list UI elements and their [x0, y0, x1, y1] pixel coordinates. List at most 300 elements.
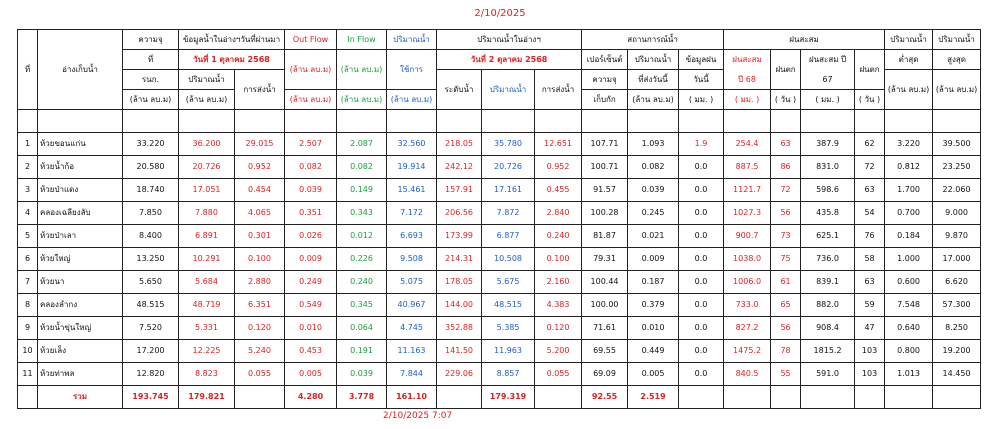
header-min-unit: (ล้าน ลบ.ม)	[885, 70, 933, 110]
cell-usable: 6.693	[387, 225, 437, 248]
cell-no: 1	[18, 133, 38, 156]
total-outflow: 4.280	[285, 386, 337, 409]
cell-sent: 0.021	[628, 225, 679, 248]
header-capacity-unit: (ล้าน ลบ.ม)	[123, 90, 179, 110]
cell-max: 6.620	[933, 271, 981, 294]
cell-vol2: 8.857	[482, 363, 535, 386]
header-pct-2: ความจุ	[582, 70, 628, 90]
cell-cap: 8.400	[123, 225, 179, 248]
report-date: 2/10/2025	[474, 8, 526, 19]
header-raindata: ข้อมูลฝน	[679, 50, 724, 70]
cell-level: 178.05	[437, 271, 482, 294]
header-inflow-unit: (ล้าน ลบ.ม)	[337, 50, 387, 90]
cell-min: 1.000	[885, 248, 933, 271]
spacer-cell	[337, 110, 387, 133]
cell-vol1: 20.726	[179, 156, 235, 179]
cell-name: ห้วยนา	[38, 271, 123, 294]
header-sent-2: ที่ส่งวันนี้	[628, 70, 679, 90]
cell-acc68: 827.2	[724, 317, 771, 340]
cell-pct: 91.57	[582, 179, 628, 202]
cell-acc67: 736.0	[801, 248, 855, 271]
cell-usable: 32.560	[387, 133, 437, 156]
header-inflow: In Flow	[337, 30, 387, 50]
cell-name: ห้วยน้ำขุ่นใหญ่	[38, 317, 123, 340]
cell-acc68: 1475.2	[724, 340, 771, 363]
cell-acc68: 1038.0	[724, 248, 771, 271]
cell-usable: 9.508	[387, 248, 437, 271]
cell-rel1: 0.100	[235, 248, 285, 271]
cell-cap: 7.850	[123, 202, 179, 225]
table-body	[18, 133, 981, 386]
cell-inf: 0.149	[337, 179, 387, 202]
cell-no: 9	[18, 317, 38, 340]
cell-rel2: 12.651	[535, 133, 582, 156]
cell-inf: 2.087	[337, 133, 387, 156]
cell-sent: 0.010	[628, 317, 679, 340]
cell-no: 3	[18, 179, 38, 202]
total-day2-vol: 179.319	[482, 386, 535, 409]
cell-acc67: 625.1	[801, 225, 855, 248]
table-row	[18, 225, 981, 248]
cell-acc67: 839.1	[801, 271, 855, 294]
spacer-cell	[437, 110, 482, 133]
cell-usable: 15.461	[387, 179, 437, 202]
cell-vol2: 35.780	[482, 133, 535, 156]
header-rainday67: ฝนตก	[855, 50, 885, 90]
cell-inf: 0.039	[337, 363, 387, 386]
cell-rel1: 0.301	[235, 225, 285, 248]
cell-name: ห้วยเล็ง	[38, 340, 123, 363]
cell-vol2: 5.675	[482, 271, 535, 294]
cell-min: 7.548	[885, 294, 933, 317]
cell-acc67: 591.0	[801, 363, 855, 386]
header-min-2: ต่ำสุด	[885, 50, 933, 70]
total-pct: 92.55	[582, 386, 628, 409]
table-header	[18, 30, 981, 133]
spacer-cell	[628, 110, 679, 133]
cell-rel2: 0.952	[535, 156, 582, 179]
cell-rd67: 76	[855, 225, 885, 248]
table-row	[18, 248, 981, 271]
header-day1-rel: การส่งน้ำ	[235, 70, 285, 110]
header-day2-date: วันที่ 2 ตุลาคม 2568	[437, 50, 582, 70]
cell-usable: 4.745	[387, 317, 437, 340]
header-pct: เปอร์เซ็นต์	[582, 50, 628, 70]
cell-sent: 0.005	[628, 363, 679, 386]
spacer-cell	[724, 110, 771, 133]
header-day1-vol: ปริมาณน้ำ	[179, 70, 235, 90]
spacer-cell	[285, 110, 337, 133]
header-pct-3: เก็บกัก	[582, 90, 628, 110]
cell-vol1: 7.880	[179, 202, 235, 225]
cell-sent: 0.449	[628, 340, 679, 363]
cell-vol1: 12.225	[179, 340, 235, 363]
cell-sent: 0.009	[628, 248, 679, 271]
header-usable: ปริมาณน้ำ	[387, 30, 437, 50]
header-day2: ปริมาณน้ำในอ่างฯ	[437, 30, 582, 50]
cell-pct: 71.61	[582, 317, 628, 340]
cell-min: 1.013	[885, 363, 933, 386]
cell-name: ห้วยป่าแดง	[38, 179, 123, 202]
cell-rel1: 0.952	[235, 156, 285, 179]
cell-pct: 100.44	[582, 271, 628, 294]
cell-max: 14.450	[933, 363, 981, 386]
cell-acc68: 840.5	[724, 363, 771, 386]
cell-cap: 7.520	[123, 317, 179, 340]
cell-max: 9.870	[933, 225, 981, 248]
cell-acc67: 387.9	[801, 133, 855, 156]
cell-sent: 0.245	[628, 202, 679, 225]
spacer-cell	[123, 110, 179, 133]
cell-rd67: 58	[855, 248, 885, 271]
cell-rel1: 0.055	[235, 363, 285, 386]
spacer-cell	[387, 110, 437, 133]
total-empty	[535, 386, 582, 409]
total-label: รวม	[38, 386, 123, 409]
cell-vol1: 8.823	[179, 363, 235, 386]
header-acc68-unit: ( มม. )	[724, 90, 771, 110]
cell-no: 8	[18, 294, 38, 317]
cell-vol2: 11.963	[482, 340, 535, 363]
cell-inf: 0.012	[337, 225, 387, 248]
cell-usable: 7.844	[387, 363, 437, 386]
cell-rd68: 73	[771, 225, 801, 248]
cell-rd68: 72	[771, 179, 801, 202]
cell-sent: 0.379	[628, 294, 679, 317]
cell-out: 0.249	[285, 271, 337, 294]
cell-level: 214.31	[437, 248, 482, 271]
total-capacity: 193.745	[123, 386, 179, 409]
cell-rel2: 0.240	[535, 225, 582, 248]
cell-rain: 0.0	[679, 317, 724, 340]
cell-rain: 0.0	[679, 363, 724, 386]
header-usable-2: ใช้การ	[387, 50, 437, 90]
cell-rel2: 4.383	[535, 294, 582, 317]
table-row	[18, 363, 981, 386]
cell-level: 229.06	[437, 363, 482, 386]
cell-cap: 20.580	[123, 156, 179, 179]
cell-pct: 79.31	[582, 248, 628, 271]
cell-out: 2.507	[285, 133, 337, 156]
cell-rd68: 78	[771, 340, 801, 363]
cell-rd67: 47	[855, 317, 885, 340]
total-empty	[801, 386, 855, 409]
cell-acc68: 733.0	[724, 294, 771, 317]
cell-acc67: 598.6	[801, 179, 855, 202]
cell-cap: 48.515	[123, 294, 179, 317]
cell-sent: 0.039	[628, 179, 679, 202]
header-day1: ข้อมูลน้ำในอ่างฯวันที่ผ่านมา	[179, 30, 285, 50]
total-no	[18, 386, 38, 409]
total-sent: 2.519	[628, 386, 679, 409]
table-row	[18, 294, 981, 317]
cell-rd68: 55	[771, 363, 801, 386]
header-max: ปริมาณน้ำ	[933, 30, 981, 50]
cell-pct: 81.87	[582, 225, 628, 248]
cell-vol2: 7.872	[482, 202, 535, 225]
cell-usable: 7.172	[387, 202, 437, 225]
cell-rd67: 63	[855, 271, 885, 294]
cell-acc68: 887.5	[724, 156, 771, 179]
cell-rain: 0.0	[679, 202, 724, 225]
spacer-cell	[18, 110, 38, 133]
cell-rd68: 75	[771, 248, 801, 271]
cell-pct: 100.28	[582, 202, 628, 225]
header-outflow-unit-2: (ล้าน ลบ.ม)	[285, 90, 337, 110]
cell-name: ห้วยใหญ่	[38, 248, 123, 271]
cell-rain: 0.0	[679, 179, 724, 202]
cell-level: 242.12	[437, 156, 482, 179]
cell-rd67: 62	[855, 133, 885, 156]
header-day2-rel: การส่งน้ำ	[535, 70, 582, 110]
cell-vol1: 48.719	[179, 294, 235, 317]
cell-no: 4	[18, 202, 38, 225]
cell-usable: 40.967	[387, 294, 437, 317]
cell-cap: 17.200	[123, 340, 179, 363]
cell-acc67: 882.0	[801, 294, 855, 317]
cell-inf: 0.082	[337, 156, 387, 179]
cell-rd67: 72	[855, 156, 885, 179]
cell-name: คลองลำกง	[38, 294, 123, 317]
cell-sent: 1.093	[628, 133, 679, 156]
cell-inf: 0.240	[337, 271, 387, 294]
cell-acc67: 831.0	[801, 156, 855, 179]
cell-out: 0.009	[285, 248, 337, 271]
table-row	[18, 202, 981, 225]
cell-level: 157.91	[437, 179, 482, 202]
cell-vol1: 36.200	[179, 133, 235, 156]
cell-rel2: 0.100	[535, 248, 582, 271]
cell-pct: 69.55	[582, 340, 628, 363]
cell-vol1: 6.891	[179, 225, 235, 248]
total-empty	[885, 386, 933, 409]
cell-min: 0.800	[885, 340, 933, 363]
cell-acc67: 435.8	[801, 202, 855, 225]
cell-rel1: 6.351	[235, 294, 285, 317]
cell-usable: 11.163	[387, 340, 437, 363]
cell-vol1: 10.291	[179, 248, 235, 271]
cell-no: 5	[18, 225, 38, 248]
cell-acc67: 908.4	[801, 317, 855, 340]
cell-rel1: 5.240	[235, 340, 285, 363]
header-sent-unit: (ล้าน ลบ.ม)	[628, 90, 679, 110]
cell-pct: 100.71	[582, 156, 628, 179]
cell-name: คลองเฉลียงลับ	[38, 202, 123, 225]
header-acc67: ฝนสะสม ปี 67	[801, 50, 855, 90]
cell-max: 39.500	[933, 133, 981, 156]
header-raindata-2: วันนี้	[679, 70, 724, 90]
cell-rd67: 103	[855, 340, 885, 363]
spacer-cell	[679, 110, 724, 133]
header-inflow-unit-2: (ล้าน ลบ.ม)	[337, 90, 387, 110]
header-min: ปริมาณน้ำ	[885, 30, 933, 50]
cell-no: 11	[18, 363, 38, 386]
cell-level: 218.05	[437, 133, 482, 156]
cell-cap: 5.650	[123, 271, 179, 294]
cell-out: 0.082	[285, 156, 337, 179]
cell-rel2: 0.120	[535, 317, 582, 340]
cell-cap: 18.740	[123, 179, 179, 202]
cell-acc68: 1121.7	[724, 179, 771, 202]
table-row	[18, 340, 981, 363]
cell-level: 141.50	[437, 340, 482, 363]
spacer-cell	[535, 110, 582, 133]
header-accum-rain: ฝนสะสม	[724, 30, 885, 50]
cell-no: 7	[18, 271, 38, 294]
cell-level: 206.56	[437, 202, 482, 225]
total-empty	[437, 386, 482, 409]
cell-max: 57.300	[933, 294, 981, 317]
cell-acc67: 1815.2	[801, 340, 855, 363]
cell-acc68: 1027.3	[724, 202, 771, 225]
header-usable-unit: (ล้าน ลบ.ม)	[387, 90, 437, 110]
header-day1-date: วันที่ 1 ตุลาคม 2568	[179, 50, 285, 70]
header-acc68: ฝนสะสม ปี 68	[724, 50, 771, 90]
cell-level: 352.88	[437, 317, 482, 340]
cell-min: 0.640	[885, 317, 933, 340]
header-day2-vol: ปริมาณน้ำ	[482, 70, 535, 110]
header-reservoir: อ่างเก็บน้ำ	[38, 30, 123, 110]
cell-no: 2	[18, 156, 38, 179]
cell-cap: 33.220	[123, 133, 179, 156]
cell-out: 0.026	[285, 225, 337, 248]
cell-rel2: 2.840	[535, 202, 582, 225]
cell-vol2: 20.726	[482, 156, 535, 179]
header-max-2: สูงสุด	[933, 50, 981, 70]
cell-sent: 0.082	[628, 156, 679, 179]
cell-rd67: 103	[855, 363, 885, 386]
cell-inf: 0.064	[337, 317, 387, 340]
cell-out: 0.549	[285, 294, 337, 317]
cell-vol2: 10.508	[482, 248, 535, 271]
cell-inf: 0.343	[337, 202, 387, 225]
cell-rel1: 2.880	[235, 271, 285, 294]
cell-min: 0.812	[885, 156, 933, 179]
cell-min: 0.700	[885, 202, 933, 225]
cell-rel2: 0.055	[535, 363, 582, 386]
cell-vol1: 5.684	[179, 271, 235, 294]
cell-min: 0.600	[885, 271, 933, 294]
cell-max: 22.060	[933, 179, 981, 202]
cell-no: 6	[18, 248, 38, 271]
cell-vol2: 48.515	[482, 294, 535, 317]
cell-min: 0.184	[885, 225, 933, 248]
header-acc67-unit: ( มม. )	[801, 90, 855, 110]
spacer-cell	[933, 110, 981, 133]
cell-pct: 69.09	[582, 363, 628, 386]
total-empty	[679, 386, 724, 409]
total-usable: 161.10	[387, 386, 437, 409]
cell-vol2: 17.161	[482, 179, 535, 202]
cell-acc68: 254.4	[724, 133, 771, 156]
cell-rain: 0.0	[679, 294, 724, 317]
cell-rel1: 0.454	[235, 179, 285, 202]
cell-out: 0.005	[285, 363, 337, 386]
spacer-cell	[582, 110, 628, 133]
cell-no: 10	[18, 340, 38, 363]
cell-acc68: 900.7	[724, 225, 771, 248]
cell-rel1: 29.015	[235, 133, 285, 156]
cell-sent: 0.187	[628, 271, 679, 294]
cell-name: ห้วยขอนแก่น	[38, 133, 123, 156]
total-empty	[771, 386, 801, 409]
total-empty	[235, 386, 285, 409]
total-empty	[855, 386, 885, 409]
cell-max: 17.000	[933, 248, 981, 271]
cell-rd67: 63	[855, 179, 885, 202]
cell-rel2: 0.455	[535, 179, 582, 202]
cell-rain: 0.0	[679, 225, 724, 248]
cell-max: 23.250	[933, 156, 981, 179]
table-row	[18, 156, 981, 179]
header-capacity: ความจุ	[123, 30, 179, 50]
header-level: ระดับน้ำ	[437, 70, 482, 110]
header-day1-vol-unit: (ล้าน ลบ.ม)	[179, 90, 235, 110]
cell-cap: 12.820	[123, 363, 179, 386]
spacer-cell	[855, 110, 885, 133]
table-row	[18, 317, 981, 340]
cell-rd68: 61	[771, 271, 801, 294]
cell-acc68: 1006.0	[724, 271, 771, 294]
header-outflow-unit: (ล้าน ลบ.ม)	[285, 50, 337, 90]
total-inflow: 3.778	[337, 386, 387, 409]
cell-rain: 0.0	[679, 271, 724, 294]
header-raindata-unit: ( มม. )	[679, 90, 724, 110]
timestamp: 2/10/2025 7:07	[383, 411, 453, 421]
header-outflow: Out Flow	[285, 30, 337, 50]
cell-rd68: 65	[771, 294, 801, 317]
cell-rd67: 59	[855, 294, 885, 317]
spacer-cell	[235, 110, 285, 133]
cell-min: 3.220	[885, 133, 933, 156]
cell-rel1: 0.120	[235, 317, 285, 340]
header-rainday68: ฝนตก	[771, 50, 801, 90]
header-sent: ปริมาณน้ำ	[628, 50, 679, 70]
cell-inf: 0.345	[337, 294, 387, 317]
header-no: ที่	[18, 30, 38, 110]
cell-rd67: 54	[855, 202, 885, 225]
header-capacity-2: ที่	[123, 50, 179, 70]
cell-inf: 0.191	[337, 340, 387, 363]
cell-rd68: 86	[771, 156, 801, 179]
cell-inf: 0.226	[337, 248, 387, 271]
cell-rd68: 63	[771, 133, 801, 156]
spacer-cell	[38, 110, 123, 133]
cell-out: 0.351	[285, 202, 337, 225]
cell-rd68: 56	[771, 202, 801, 225]
cell-pct: 100.00	[582, 294, 628, 317]
header-rainday68-unit: ( วัน )	[771, 90, 801, 110]
header-rainday67-unit: ( วัน )	[855, 90, 885, 110]
cell-rd68: 56	[771, 317, 801, 340]
table-row	[18, 179, 981, 202]
cell-rel2: 2.160	[535, 271, 582, 294]
header-capacity-3: รนก.	[123, 70, 179, 90]
cell-vol1: 17.051	[179, 179, 235, 202]
header-max-unit: (ล้าน ลบ.ม)	[933, 70, 981, 110]
spacer-cell	[885, 110, 933, 133]
cell-rain: 0.0	[679, 156, 724, 179]
cell-usable: 19.914	[387, 156, 437, 179]
cell-max: 19.200	[933, 340, 981, 363]
cell-rel2: 5.200	[535, 340, 582, 363]
spacer-cell	[801, 110, 855, 133]
cell-vol2: 6.877	[482, 225, 535, 248]
table-footer	[18, 386, 981, 409]
cell-vol1: 5.331	[179, 317, 235, 340]
reservoir-table	[17, 29, 981, 409]
cell-level: 173.99	[437, 225, 482, 248]
